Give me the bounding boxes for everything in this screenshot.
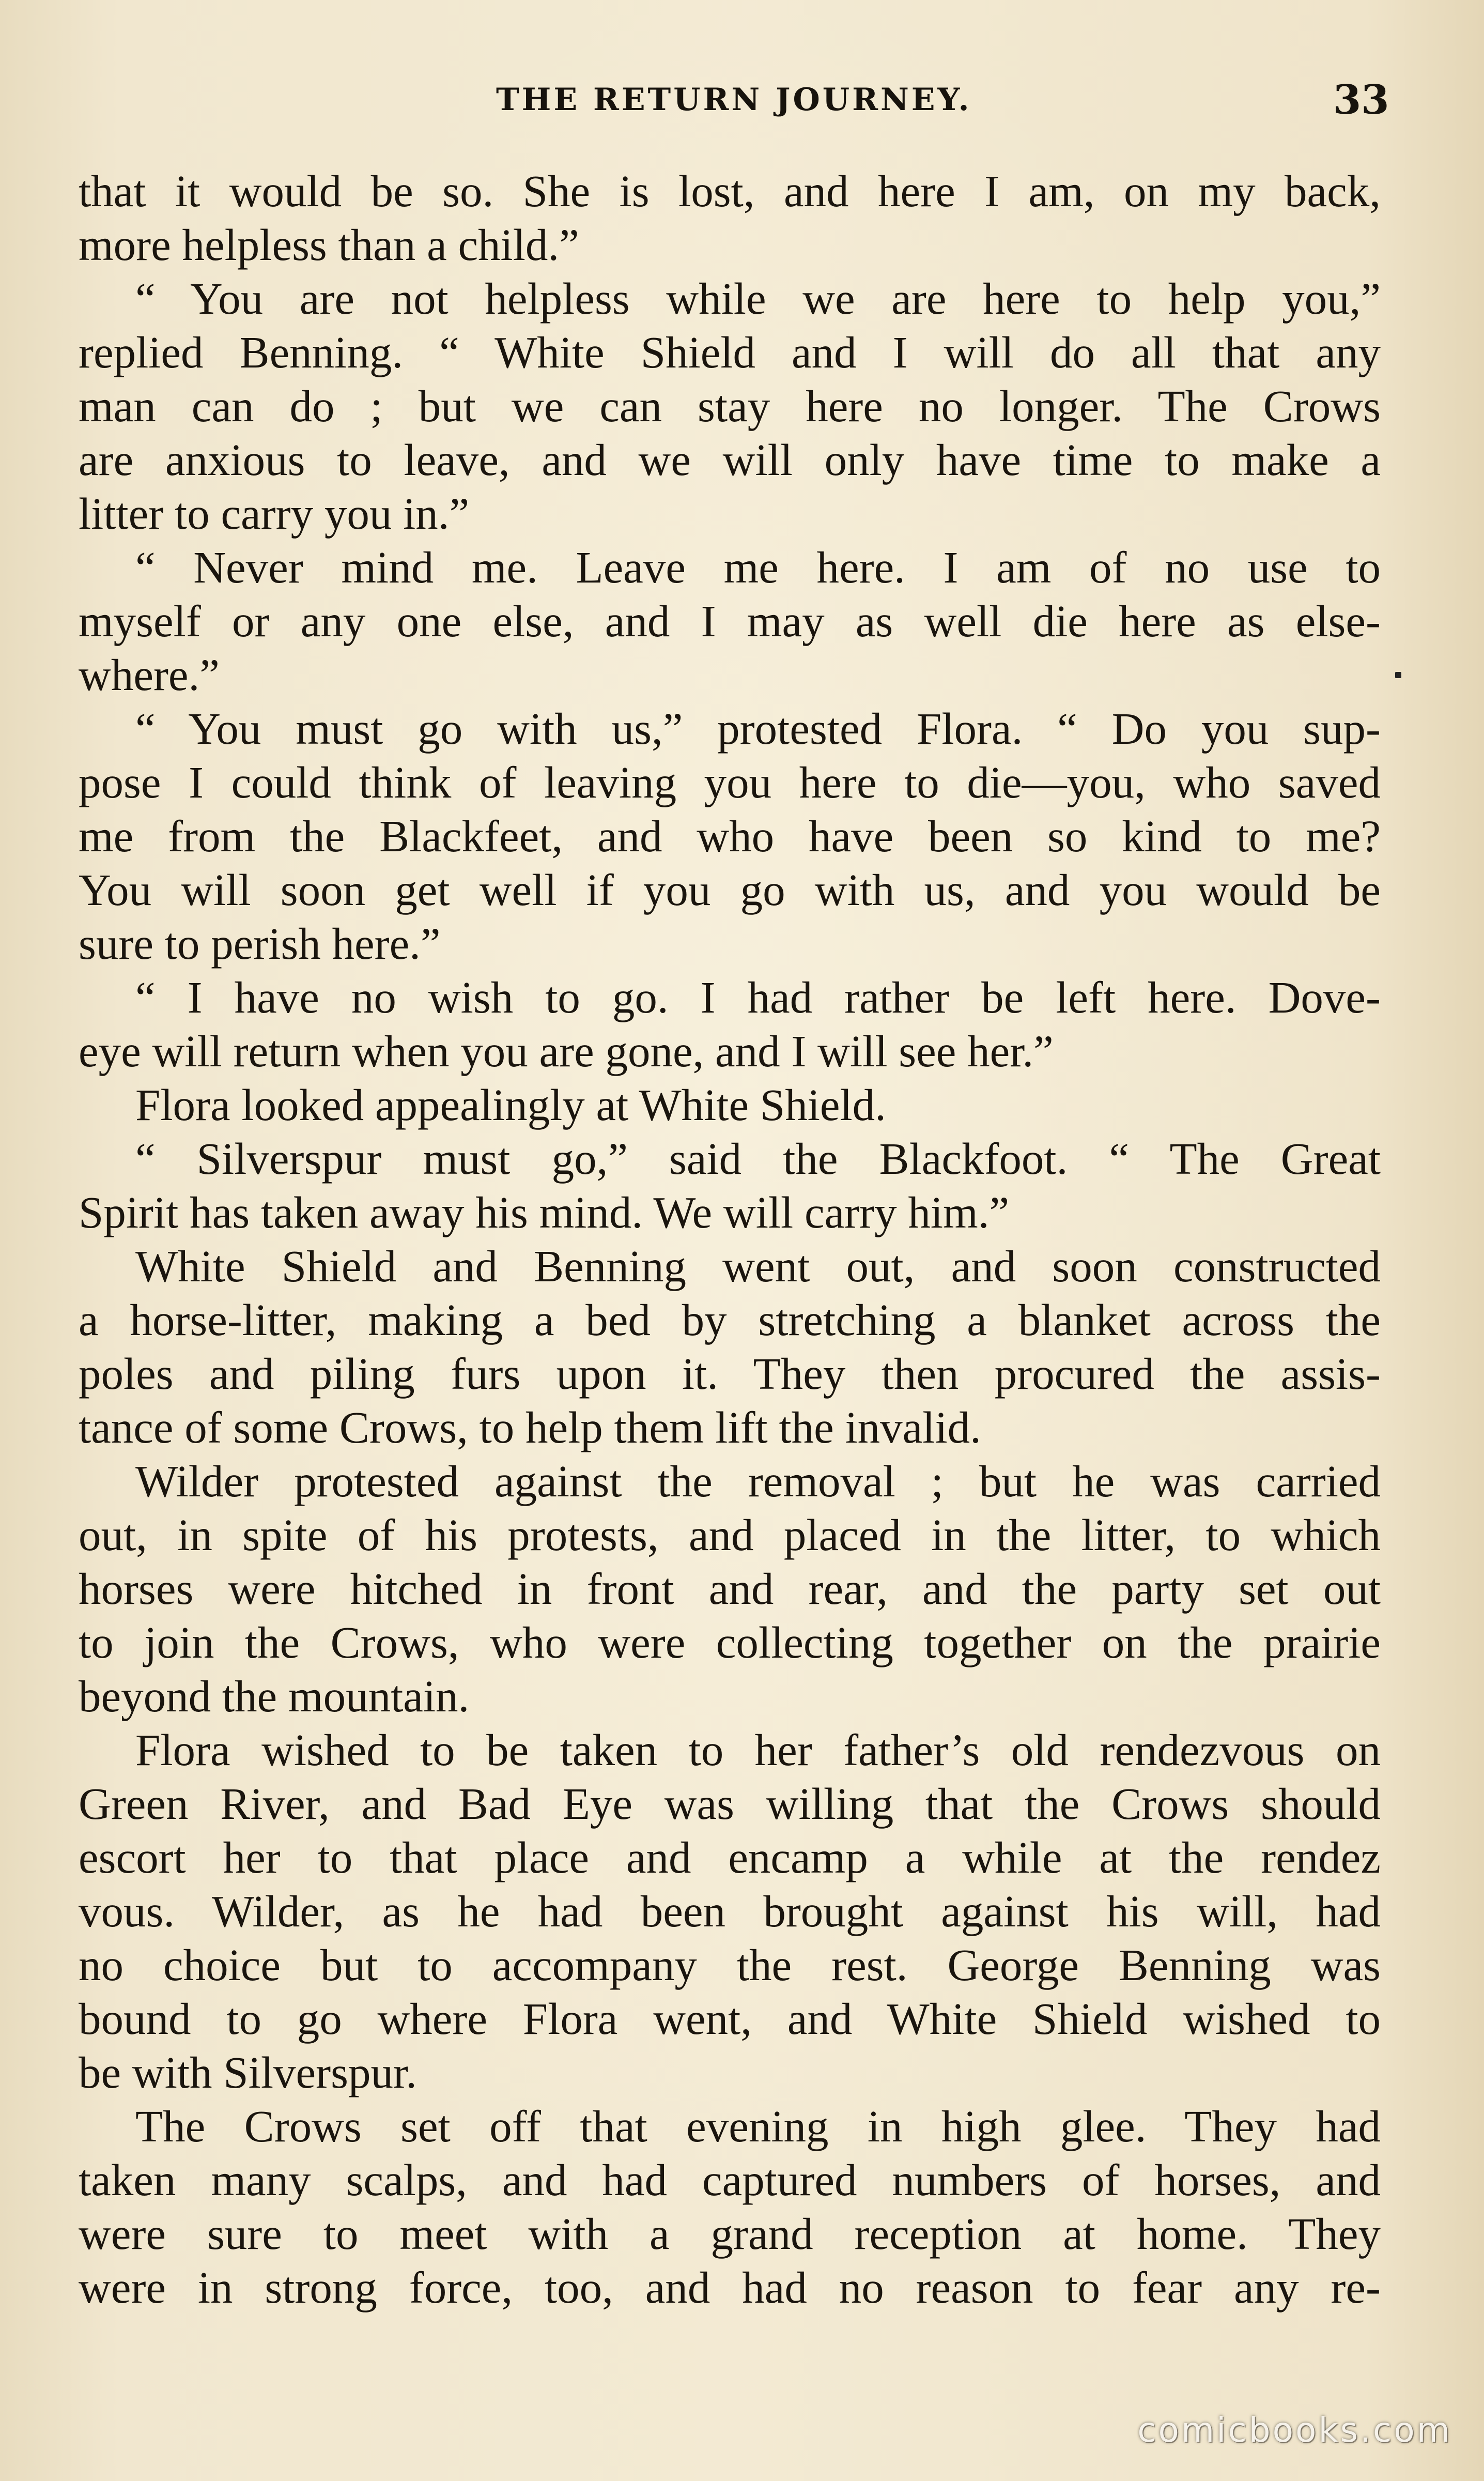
text-line: are anxious to leave, and we will only have time to make a — [79, 435, 1381, 485]
body-text — [0, 164, 1484, 2346]
text-line: were sure to meet with a grand reception at home. They — [79, 2209, 1381, 2259]
text-line: where.” — [79, 650, 220, 700]
text-line: Wilder protested against the removal ; but he was carried — [135, 1456, 1381, 1506]
watermark: comicbooks.com — [1137, 2410, 1452, 2450]
text-line: You will soon get well if you go with us, and you would be — [79, 865, 1381, 915]
text-line: me from the Blackfeet, and who have been so kind to me? — [79, 811, 1381, 861]
text-line: replied Benning. “ White Shield and I will do all that any — [79, 327, 1381, 377]
text-line: White Shield and Benning went out, and soon constructed — [135, 1241, 1381, 1291]
text-line: that it would be so. She is lost, and here I am, on my back, — [79, 166, 1381, 216]
text-line: man can do ; but we can stay here no longer. The Crows — [79, 381, 1381, 431]
ink-speck — [1395, 672, 1401, 678]
text-line: were in strong force, too, and had no reason to fear any re- — [79, 2262, 1381, 2312]
text-line: litter to carry you in.” — [79, 488, 470, 539]
text-line: “ I have no wish to go. I had rather be left here. Dove- — [135, 972, 1381, 1022]
text-line: eye will return when you are gone, and I will see her.” — [79, 1026, 1054, 1076]
text-line: pose I could think of leaving you here to die—you, who saved — [79, 757, 1381, 807]
text-line: tance of some Crows, to help them lift the invalid. — [79, 1402, 981, 1452]
text-line: Green River, and Bad Eye was willing that the Crows should — [79, 1779, 1381, 1829]
text-line: a horse-litter, making a bed by stretching a blanket across the — [79, 1295, 1381, 1345]
text-line: bound to go where Flora went, and White Shield wished to — [79, 1994, 1381, 2044]
text-line: vous. Wilder, as he had been brought against his will, had — [79, 1886, 1381, 1936]
text-line: escort her to that place and encamp a while at the rendez — [79, 1832, 1381, 1882]
text-line: to join the Crows, who were collecting together on the prairie — [79, 1617, 1381, 1667]
text-line: no choice but to accompany the rest. George Benning was — [79, 1940, 1381, 1990]
text-line: “ You are not helpless while we are here to help you,” — [135, 273, 1381, 324]
text-line: “ You must go with us,” protested Flora. “ Do you sup- — [135, 703, 1381, 754]
text-line: myself or any one else, and I may as well die here as else- — [79, 596, 1381, 646]
text-line: “ Never mind me. Leave me here. I am of no use to — [135, 542, 1381, 592]
text-line: “ Silverspur must go,” said the Blackfoot. “ The Great — [135, 1134, 1381, 1184]
text-line: Spirit has taken away his mind. We will carry him.” — [79, 1187, 1010, 1237]
text-line: horses were hitched in front and rear, and the party set out — [79, 1564, 1381, 1614]
text-line: be with Silverspur. — [79, 2047, 417, 2097]
page-header — [0, 71, 1484, 133]
text-line: Flora looked appealingly at White Shield. — [135, 1080, 886, 1130]
text-line: sure to perish here.” — [79, 918, 441, 969]
text-line: beyond the mountain. — [79, 1671, 470, 1721]
page-number: 33 — [1333, 76, 1389, 124]
text-line: more helpless than a child.” — [79, 220, 579, 270]
text-line: The Crows set off that evening in high glee. They had — [135, 2101, 1381, 2151]
text-line: Flora wished to be taken to her father’s old rendezvous on — [135, 1725, 1381, 1775]
text-line: out, in spite of his protests, and placed in the litter, to which — [79, 1510, 1381, 1560]
text-line: poles and piling furs upon it. They then procured the assis- — [79, 1349, 1381, 1399]
text-line: taken many scalps, and had captured numbers of horses, and — [79, 2155, 1381, 2205]
running-title: THE RETURN JOURNEY. — [496, 82, 972, 118]
